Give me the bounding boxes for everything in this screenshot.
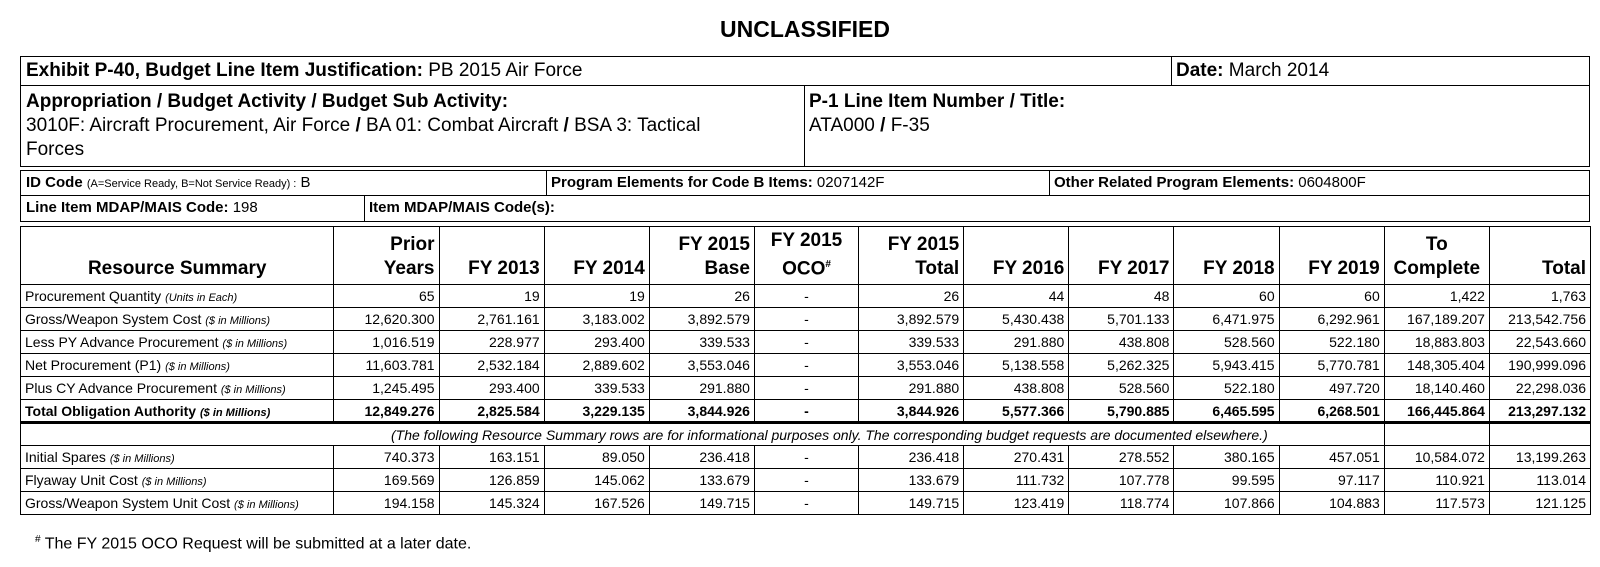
table-cell: 126.859 xyxy=(439,469,544,492)
p1-title: F-35 xyxy=(890,115,930,136)
table-cell: 5,770.781 xyxy=(1279,354,1384,377)
table-cell: 19 xyxy=(439,285,544,308)
table-cell: 2,825.584 xyxy=(439,400,544,423)
table-cell: 3,892.579 xyxy=(859,308,964,331)
column-header: Resource Summary xyxy=(21,227,334,285)
mdap-row xyxy=(20,196,1590,222)
table-cell: 167,189.207 xyxy=(1384,308,1489,331)
table-cell: 60 xyxy=(1279,285,1384,308)
program-elements-cell xyxy=(546,171,1049,195)
column-header: Total xyxy=(1489,227,1590,285)
table-cell: 3,183.002 xyxy=(544,308,649,331)
table-cell: 3,844.926 xyxy=(649,400,754,423)
table-cell: 149.715 xyxy=(859,492,964,515)
table-cell: 60 xyxy=(1174,285,1279,308)
date-label: Date: xyxy=(1176,60,1224,81)
column-header: To Complete xyxy=(1384,227,1489,285)
table-cell: 11,603.781 xyxy=(334,354,439,377)
table-cell: 1,422 xyxy=(1384,285,1489,308)
table-row xyxy=(21,354,1591,377)
table-cell: 18,883.803 xyxy=(1384,331,1489,354)
table-cell: - xyxy=(754,377,858,400)
table-cell: 270.431 xyxy=(964,446,1069,469)
table-cell: - xyxy=(754,308,858,331)
table-cell: 10,584.072 xyxy=(1384,446,1489,469)
table-cell: 528.560 xyxy=(1069,377,1174,400)
id-code-label: ID Code xyxy=(26,174,83,191)
table-cell: 110.921 xyxy=(1384,469,1489,492)
date-value: March 2014 xyxy=(1228,60,1330,81)
column-header: FY 2018 xyxy=(1174,227,1279,285)
table-cell: 121.125 xyxy=(1489,492,1590,515)
row-label: Plus CY Advance Procurement ($ in Millions) xyxy=(21,377,334,400)
table-cell: 13,199.263 xyxy=(1489,446,1590,469)
column-header: FY 2013 xyxy=(439,227,544,285)
table-cell: 166,445.864 xyxy=(1384,400,1489,423)
row-label: Gross/Weapon System Unit Cost ($ in Millions) xyxy=(21,492,334,515)
table-cell: 6,471.975 xyxy=(1174,308,1279,331)
mdap-label: Line Item MDAP/MAIS Code: xyxy=(26,199,229,216)
pe-label: Program Elements for Code B Items: xyxy=(551,174,813,191)
table-cell: 149.715 xyxy=(649,492,754,515)
table-cell: 293.400 xyxy=(544,331,649,354)
table-cell: 89.050 xyxy=(544,446,649,469)
table-cell: - xyxy=(754,400,858,423)
info-note: (The following Resource Summary rows are for informational purposes only. The corresponding budget requests are documented elsewhere.) xyxy=(21,423,1385,446)
approp-sep: / xyxy=(558,115,575,136)
table-cell: 111.732 xyxy=(964,469,1069,492)
exhibit-label: Exhibit P-40, Budget Line Item Justification: xyxy=(26,60,423,81)
exhibit-row xyxy=(20,56,1590,86)
table-cell: 6,465.595 xyxy=(1174,400,1279,423)
table-cell: 5,577.366 xyxy=(964,400,1069,423)
table-cell: - xyxy=(754,469,858,492)
table-cell: 22,543.660 xyxy=(1489,331,1590,354)
classification-banner: UNCLASSIFIED xyxy=(720,16,890,42)
table-row xyxy=(21,400,1591,423)
row-label: Flyaway Unit Cost ($ in Millions) xyxy=(21,469,334,492)
table-cell: 213,297.132 xyxy=(1489,400,1590,423)
table-cell: 3,553.046 xyxy=(649,354,754,377)
table-cell: 291.880 xyxy=(964,331,1069,354)
mdap-value: 198 xyxy=(232,199,258,216)
table-cell: 438.808 xyxy=(1069,331,1174,354)
table-cell: 133.679 xyxy=(859,469,964,492)
table-cell: 123.419 xyxy=(964,492,1069,515)
column-header: FY 2019 xyxy=(1279,227,1384,285)
row-label: Initial Spares ($ in Millions) xyxy=(21,446,334,469)
table-cell: 339.533 xyxy=(649,331,754,354)
date-cell xyxy=(1171,57,1590,85)
table-body xyxy=(21,285,1591,515)
table-cell: 12,849.276 xyxy=(334,400,439,423)
table-cell: 48 xyxy=(1069,285,1174,308)
table-cell: 236.418 xyxy=(859,446,964,469)
table-cell: 5,943.415 xyxy=(1174,354,1279,377)
table-cell: 5,701.133 xyxy=(1069,308,1174,331)
exhibit-cell xyxy=(21,57,1171,85)
table-cell: 194.158 xyxy=(334,492,439,515)
table-cell: 44 xyxy=(964,285,1069,308)
table-cell: 163.151 xyxy=(439,446,544,469)
id-code-cell xyxy=(21,171,546,195)
table-header-row xyxy=(21,227,1591,285)
row-label: Net Procurement (P1) ($ in Millions) xyxy=(21,354,334,377)
table-cell: 107.866 xyxy=(1174,492,1279,515)
row-label: Less PY Advance Procurement ($ in Millions) xyxy=(21,331,334,354)
item-mdap-cell xyxy=(364,196,1590,221)
appropriation-row xyxy=(20,86,1590,167)
resource-summary-table xyxy=(20,226,1591,515)
table-cell: 113.014 xyxy=(1489,469,1590,492)
column-header: FY 2017 xyxy=(1069,227,1174,285)
footnote-text: The FY 2015 OCO Request will be submitted at a later date. xyxy=(40,535,472,553)
footnote-mark: # xyxy=(35,534,41,545)
table-cell: 99.595 xyxy=(1174,469,1279,492)
column-header: FY 2016 xyxy=(964,227,1069,285)
column-header: Prior Years xyxy=(334,227,439,285)
table-cell: - xyxy=(754,492,858,515)
table-cell: 293.400 xyxy=(439,377,544,400)
table-cell: 117.573 xyxy=(1384,492,1489,515)
table-cell: 97.117 xyxy=(1279,469,1384,492)
table-row xyxy=(21,308,1591,331)
approp-bsa-continued: Forces xyxy=(26,139,85,160)
p1-cell xyxy=(804,86,1590,166)
table-cell: 5,138.558 xyxy=(964,354,1069,377)
table-cell: 2,761.161 xyxy=(439,308,544,331)
table-cell: 291.880 xyxy=(649,377,754,400)
table-cell: 3,892.579 xyxy=(649,308,754,331)
table-cell: - xyxy=(754,331,858,354)
table-cell: 457.051 xyxy=(1279,446,1384,469)
table-cell: 1,016.519 xyxy=(334,331,439,354)
table-cell: 104.883 xyxy=(1279,492,1384,515)
table-cell: 26 xyxy=(649,285,754,308)
table-cell: 339.533 xyxy=(544,377,649,400)
row-label: Total Obligation Authority ($ in Millions) xyxy=(21,400,334,423)
appropriation-cell xyxy=(21,86,804,166)
table-cell: 522.180 xyxy=(1279,331,1384,354)
table-cell: 6,292.961 xyxy=(1279,308,1384,331)
table-cell: 3,844.926 xyxy=(859,400,964,423)
p1-number: ATA000 xyxy=(809,115,875,136)
row-label: Gross/Weapon System Cost ($ in Millions) xyxy=(21,308,334,331)
table-cell: 278.552 xyxy=(1069,446,1174,469)
table-cell: 18,140.460 xyxy=(1384,377,1489,400)
other-pe-label: Other Related Program Elements: xyxy=(1054,174,1295,191)
other-pe-cell xyxy=(1049,171,1590,195)
p1-sep: / xyxy=(874,115,891,136)
table-cell: 497.720 xyxy=(1279,377,1384,400)
table-cell: 145.062 xyxy=(544,469,649,492)
empty-cell xyxy=(1384,423,1489,446)
approp-code: 3010F: Aircraft Procurement, Air Force xyxy=(26,115,351,136)
approp-bsa: BSA 3: Tactical xyxy=(574,115,701,136)
table-cell: 133.679 xyxy=(649,469,754,492)
table-cell: 5,430.438 xyxy=(964,308,1069,331)
table-cell: 190,999.096 xyxy=(1489,354,1590,377)
appropriation-label: Appropriation / Budget Activity / Budget Sub Activity: xyxy=(26,91,509,112)
table-cell: - xyxy=(754,354,858,377)
table-cell: 3,229.135 xyxy=(544,400,649,423)
table-cell: 167.526 xyxy=(544,492,649,515)
column-header: FY 2015 Base xyxy=(649,227,754,285)
table-cell: 236.418 xyxy=(649,446,754,469)
id-code-row xyxy=(20,170,1590,196)
table-row xyxy=(21,285,1591,308)
table-cell: 2,889.602 xyxy=(544,354,649,377)
table-cell: 1,245.495 xyxy=(334,377,439,400)
table-cell: 291.880 xyxy=(859,377,964,400)
table-cell: 145.324 xyxy=(439,492,544,515)
column-header: FY 2014 xyxy=(544,227,649,285)
table-row xyxy=(21,377,1591,400)
table-cell: 228.977 xyxy=(439,331,544,354)
exhibit-value: PB 2015 Air Force xyxy=(428,60,583,81)
table-cell: - xyxy=(754,285,858,308)
table-cell: 740.373 xyxy=(334,446,439,469)
p1-label: P-1 Line Item Number / Title: xyxy=(809,91,1066,112)
table-cell: 5,790.885 xyxy=(1069,400,1174,423)
table-cell: 6,268.501 xyxy=(1279,400,1384,423)
table-cell: 438.808 xyxy=(964,377,1069,400)
item-mdap-label: Item MDAP/MAIS Code(s): xyxy=(369,199,555,216)
table-cell: 213,542.756 xyxy=(1489,308,1590,331)
approp-sep: / xyxy=(350,115,367,136)
table-cell: 19 xyxy=(544,285,649,308)
table-cell: 528.560 xyxy=(1174,331,1279,354)
empty-cell xyxy=(1489,423,1590,446)
table-cell: 26 xyxy=(859,285,964,308)
id-code-value: B xyxy=(300,174,311,191)
table-cell: 118.774 xyxy=(1069,492,1174,515)
table-cell: 169.569 xyxy=(334,469,439,492)
table-cell: 107.778 xyxy=(1069,469,1174,492)
column-header: FY 2015 OCO# xyxy=(754,227,858,285)
table-cell: 148,305.404 xyxy=(1384,354,1489,377)
table-cell: - xyxy=(754,446,858,469)
table-cell: 522.180 xyxy=(1174,377,1279,400)
row-label: Procurement Quantity (Units in Each) xyxy=(21,285,334,308)
mdap-cell xyxy=(21,196,364,221)
table-cell: 22,298.036 xyxy=(1489,377,1590,400)
table-cell: 339.533 xyxy=(859,331,964,354)
table-cell: 380.165 xyxy=(1174,446,1279,469)
footnote xyxy=(35,534,471,553)
table-cell: 65 xyxy=(334,285,439,308)
table-row xyxy=(21,469,1591,492)
table-row xyxy=(21,492,1591,515)
table-cell: 5,262.325 xyxy=(1069,354,1174,377)
table-cell: 3,553.046 xyxy=(859,354,964,377)
table-cell: 1,763 xyxy=(1489,285,1590,308)
approp-ba: BA 01: Combat Aircraft xyxy=(366,115,559,136)
table-row xyxy=(21,331,1591,354)
pe-value: 0207142F xyxy=(816,174,885,191)
table-cell: 2,532.184 xyxy=(439,354,544,377)
info-note-row xyxy=(21,423,1591,446)
id-code-note: (A=Service Ready, B=Not Service Ready) : xyxy=(86,178,297,190)
column-header: FY 2015 Total xyxy=(859,227,964,285)
table-row xyxy=(21,446,1591,469)
other-pe-value: 0604800F xyxy=(1298,174,1366,191)
table-cell: 12,620.300 xyxy=(334,308,439,331)
